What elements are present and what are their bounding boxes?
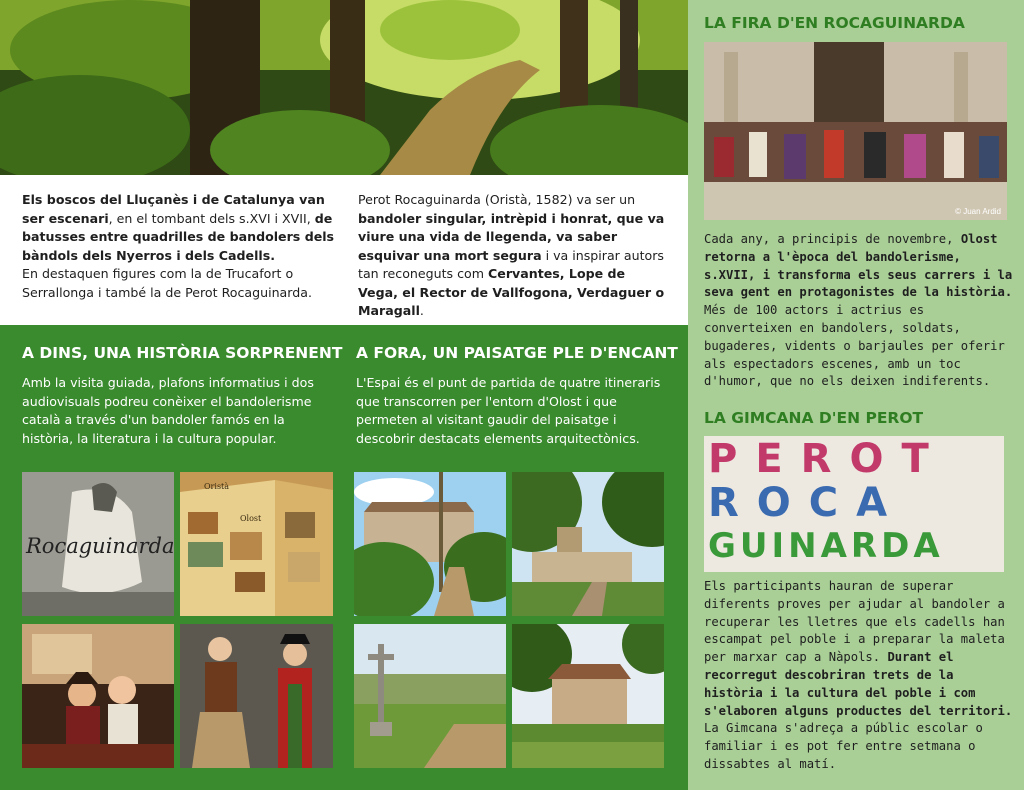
inside-text: Amb la visita guiada, plafons informatius i dos audiovisuals podreu conèixer el bandolerisme català a través d'un bandoler famós en la història, la literatura i la cultura popular. <box>22 375 314 446</box>
forest-photo <box>0 0 688 175</box>
puppets-photo <box>22 624 174 768</box>
panel-label-olost: Olost <box>240 514 262 523</box>
letters-row-perot: PEROT <box>708 436 947 482</box>
masia-photo <box>512 624 664 768</box>
intro-right-text: Perot Rocaguinarda (Oristà, 1582) va ser un bandoler singular, intrèpid i honrat, que va viure una vida de llegenda, va saber esquivar una mort segura i va inspirar autors tan reconeguts com Cervantes, Lope de Vega, el Rector de Vallfogona, Verdaguer o Maragall. <box>358 192 665 318</box>
intro-left-text: Els boscos del Lluçanès i de Catalunya van ser escenari, en el tombant dels s.XVI i XVII, de batusses entre quadrilles de bandolers dels bàndols dels Nyerros i dels Cadells. En destaquen figures com la de Trucafort o Serrallonga i també la de Perot Rocaguinarda. <box>22 192 335 300</box>
letters-row-guinarda: GUINARDA <box>708 526 944 566</box>
rocaguinarda-script: Rocaguinarda <box>26 534 174 558</box>
costumed-mannequins-photo <box>180 624 333 768</box>
photo-credit: © Juan Ardid <box>955 207 1001 216</box>
gimcana-title: LA GIMCANA D'EN PEROT <box>704 409 924 427</box>
outside-text: L'Espai és el punt de partida de quatre itineraris que transcorren per l'entorn d'Olost i que permeten al visitant gaudir del paisatge i descobrir destacats elements arquitectònics. <box>356 375 661 446</box>
village-tower-photo <box>512 472 664 616</box>
fira-group-photo <box>704 42 1007 220</box>
inside-title: A DINS, UNA HISTÒRIA SORPRENENT <box>22 344 343 362</box>
outside-title: A FORA, UN PAISATGE PLE D'ENCANT <box>356 344 678 362</box>
letters-row-roca: ROCA <box>708 480 906 526</box>
farmhouse-photo <box>354 472 506 616</box>
rocaguinarda-illustration-photo <box>22 472 174 616</box>
gimcana-letters-image <box>704 436 1004 572</box>
exhibition-panels-photo <box>180 472 333 616</box>
gimcana-text: Els participants hauran de superar diferents proves per ajudar al bandoler a recuperar les lletres que els cadells han escampat pel poble i a preparar la maleta per marxar cap a Nàpols. Durant el recorregut descobriran trets de la història i la cultura del poble i com s'elaboren alguns productes del territori. La Gimcana s'adreça a públic escolar o familiar i es pot fer entre setmana o dissabtes al matí. <box>704 579 1013 771</box>
fira-title: LA FIRA D'EN ROCAGUINARDA <box>704 14 965 32</box>
fira-text: Cada any, a principis de novembre, Olost retorna a l'època del bandolerisme, s.XVII, i transforma els seus carrers i la seva gent en protagonistes de la història. Més de 100 actors i actrius es converteixen en bandolers, soldats, bugaderes, vidents o barjaules per oferir als espectadors escenes, amb un toc d'humor, que no els deixen indiferents. <box>704 232 1013 389</box>
stone-cross-photo <box>354 624 506 768</box>
panel-label-orista: Oristà <box>204 482 230 491</box>
